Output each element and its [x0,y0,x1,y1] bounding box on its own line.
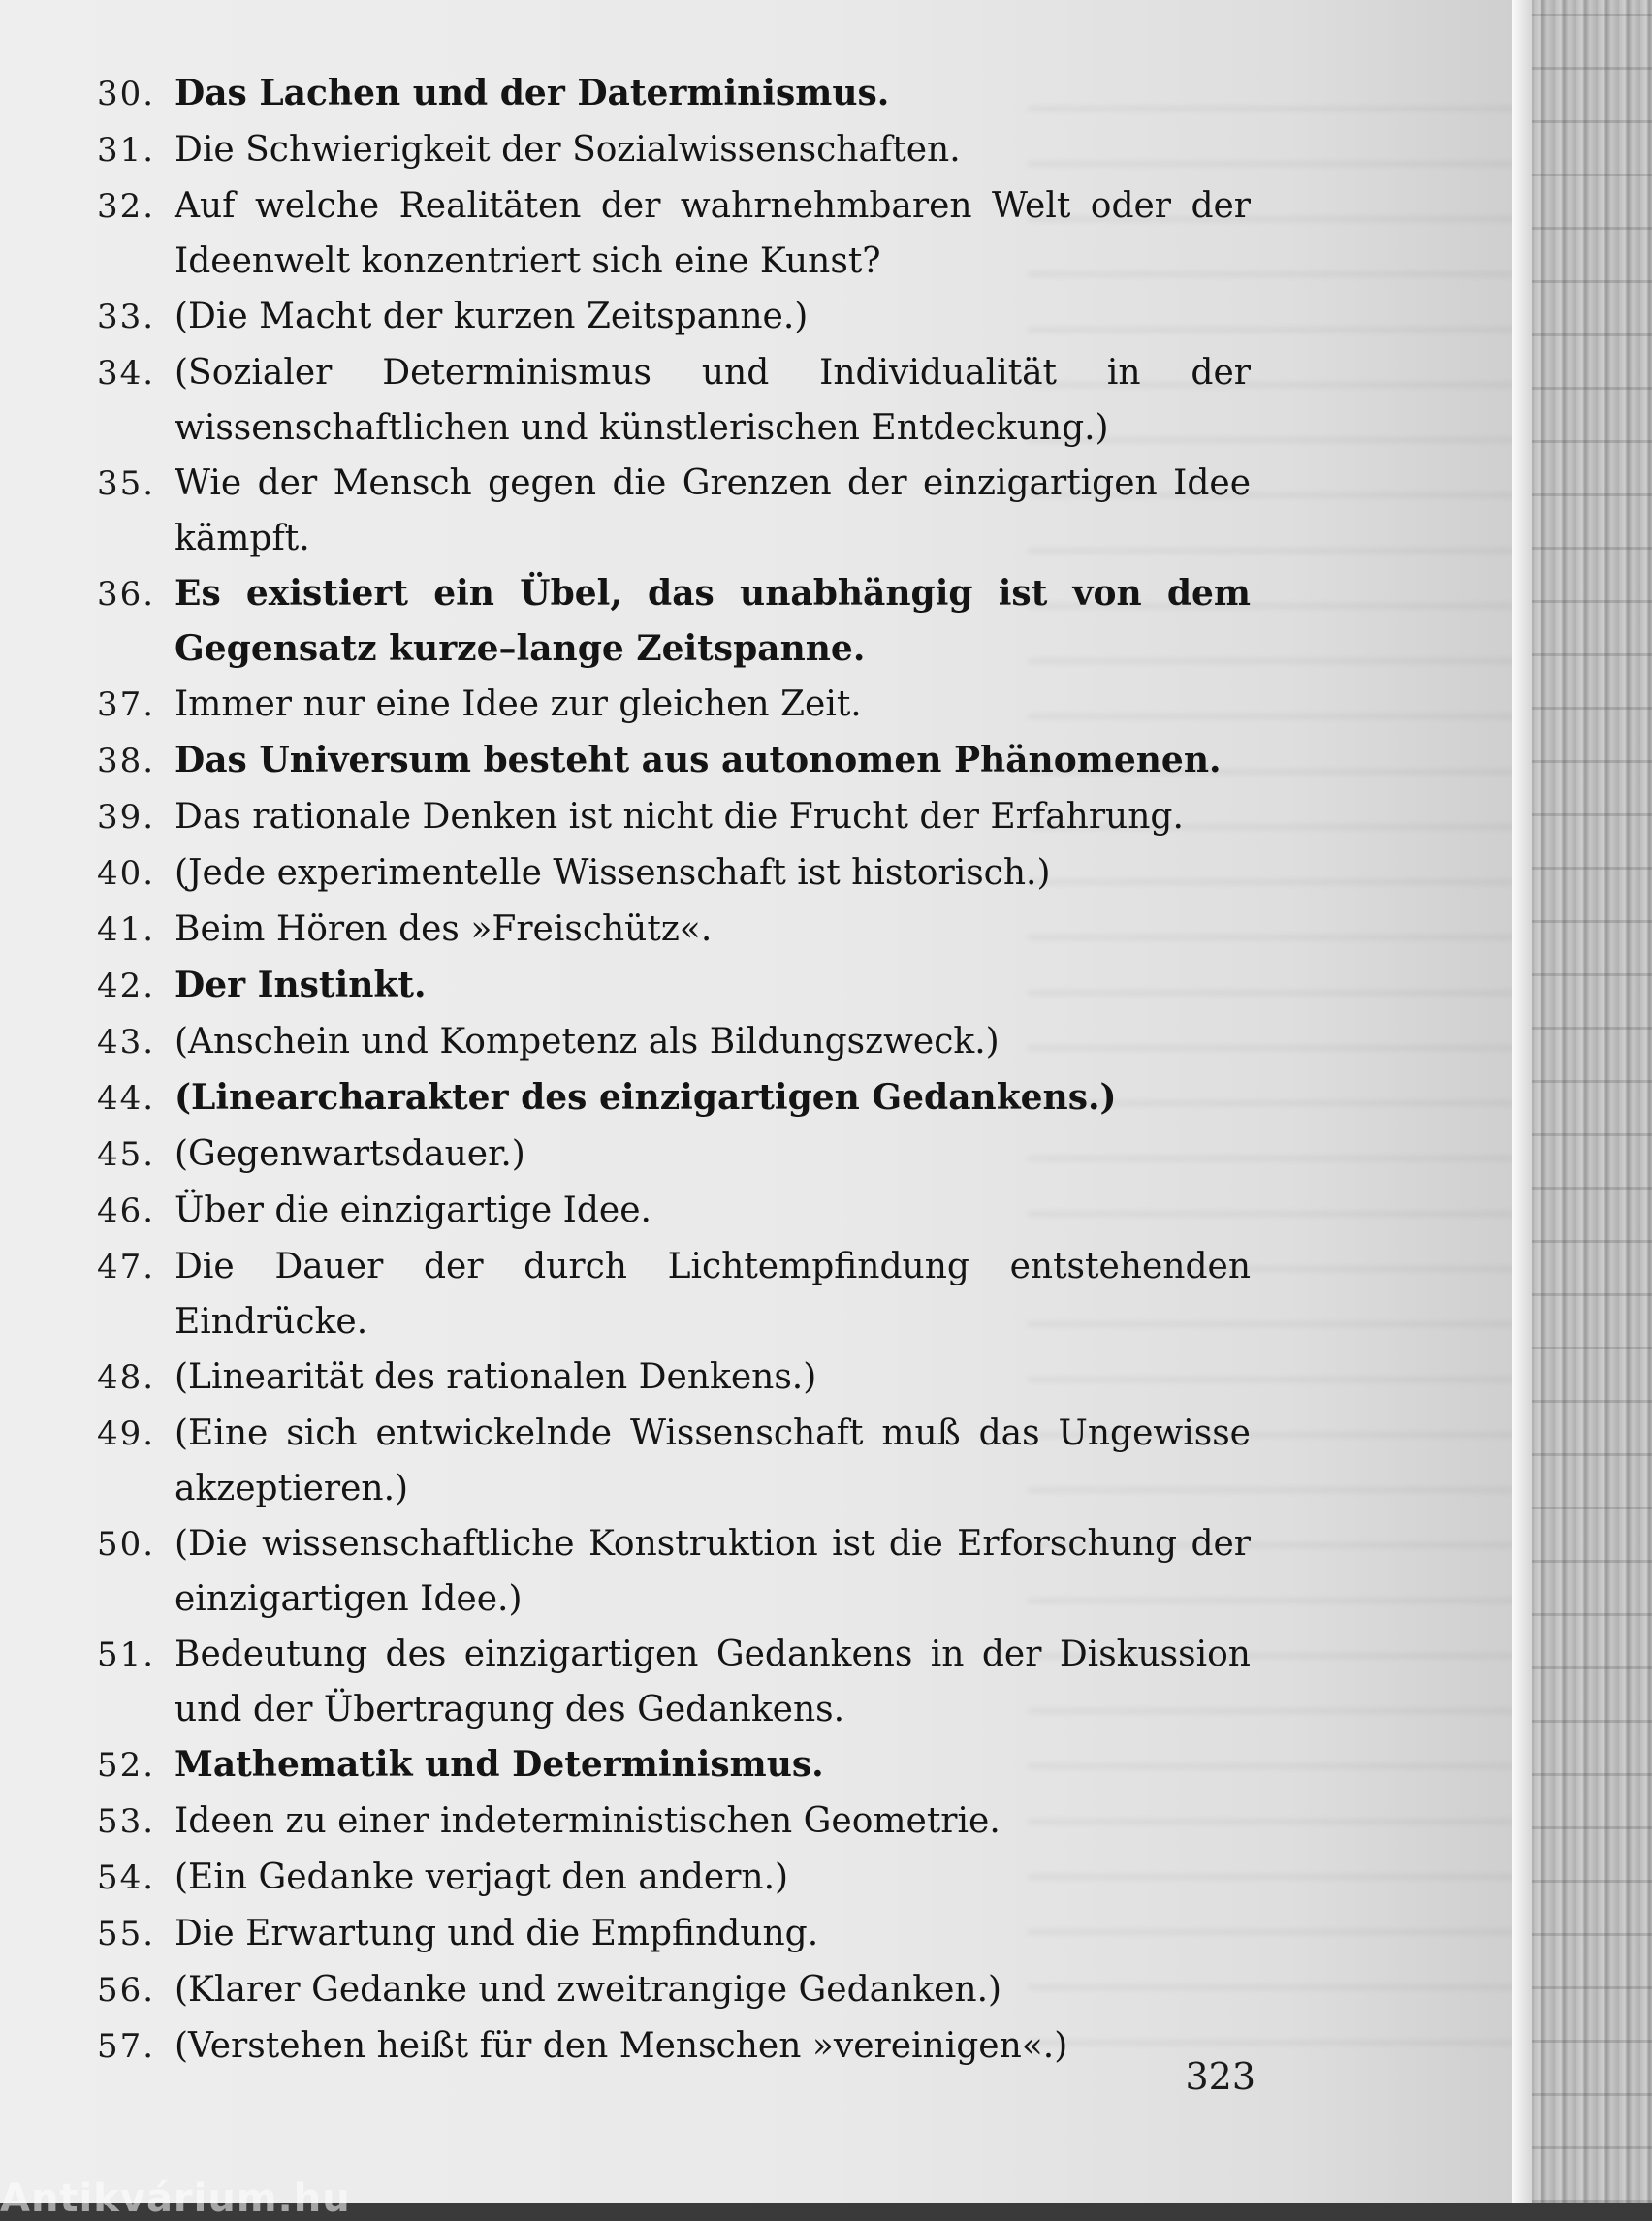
entry-number: 32. [97,187,156,226]
entry-number: 52. [97,1746,156,1785]
entry-title: (Die Macht der kurzen Zeitspanne.) [175,297,809,336]
entry-number: 57. [97,2027,156,2066]
toc-entry [97,66,1251,122]
toc-entry [97,2018,1251,2075]
entry-title: Bedeutung des einzigartigen Gedankens in der Diskussion und der Übertragung des Gedankens. [175,1634,1251,1729]
toc-entry [97,1737,1251,1793]
toc-entry [97,345,1251,456]
toc-entry [97,1406,1251,1516]
entry-title: (Ein Gedanke verjagt den andern.) [175,1857,789,1897]
entry-title: Das Universum besteht aus autonomen Phänomenen. [175,740,1222,780]
entry-number: 36. [97,575,156,614]
entry-number: 33. [97,298,156,336]
toc-entry [97,1906,1251,1962]
entry-title: (Klarer Gedanke und zweitrangige Gedanken.) [175,1970,1002,2010]
entry-number: 45. [97,1135,156,1174]
entry-number: 43. [97,1023,156,1062]
entry-title: Es existiert ein Übel, das unabhängig ist von dem Gegensatz kurze–lange Zeitspanne. [175,573,1251,669]
entry-number: 54. [97,1858,156,1897]
entry-title: Immer nur eine Idee zur gleichen Zeit. [175,684,862,724]
entry-title: (Anschein und Kompetenz als Bildungszweck.) [175,1022,1000,1062]
entry-number: 44. [97,1079,156,1118]
table-of-contents-list [97,66,1251,2075]
entry-title: Mathematik und Determinismus. [175,1744,824,1785]
entry-number: 31. [97,131,156,170]
entry-title: Das Lachen und der Daterminismus. [175,73,890,113]
entry-number: 38. [97,742,156,780]
entry-number: 49. [97,1414,156,1453]
entry-number: 41. [97,910,156,949]
entry-title: (Gegenwartsdauer.) [175,1134,525,1174]
toc-entry [97,1850,1251,1906]
entry-number: 30. [97,75,156,113]
toc-entry [97,1516,1251,1627]
toc-entry [97,122,1251,178]
watermark: Antikvárium.hu [0,2176,351,2221]
toc-entry [97,1183,1251,1239]
entry-title: Wie der Mensch gegen die Grenzen der einzigartigen Idee kämpft. [175,463,1251,558]
entry-title: (Linearität des rationalen Denkens.) [175,1357,817,1397]
entry-number: 34. [97,354,156,393]
toc-entry [97,1962,1251,2018]
toc-entry [97,178,1251,289]
page-number: 323 [1185,2055,1255,2098]
toc-entry [97,902,1251,958]
toc-entry [97,566,1251,677]
entry-number: 35. [97,464,156,503]
toc-entry [97,1793,1251,1850]
entry-number: 47. [97,1248,156,1286]
toc-entry [97,1239,1251,1349]
entry-title: Die Schwierigkeit der Sozialwissenschaften. [175,130,961,170]
toc-entry [97,1349,1251,1406]
entry-title: Das rationale Denken ist nicht die Frucht der Erfahrung. [175,797,1184,837]
book-gutter [1512,0,1652,2203]
entry-number: 40. [97,854,156,893]
entry-number: 39. [97,798,156,837]
entry-number: 56. [97,1971,156,2010]
entry-title: Ideen zu einer indeterministischen Geometrie. [175,1801,1001,1841]
entry-number: 46. [97,1191,156,1230]
toc-entry [97,1126,1251,1183]
toc-entry [97,456,1251,566]
toc-entry [97,1627,1251,1737]
entry-title: Die Dauer der durch Lichtempfindung entstehenden Eindrücke. [175,1247,1251,1342]
entry-title: Der Instinkt. [175,965,427,1005]
entry-number: 51. [97,1635,156,1674]
entry-number: 48. [97,1358,156,1397]
entry-number: 42. [97,967,156,1005]
toc-entry [97,733,1251,789]
entry-title: (Eine sich entwickelnde Wissenschaft muß das Ungewisse akzeptieren.) [175,1413,1251,1508]
toc-entry [97,958,1251,1014]
entry-title: (Sozialer Determinismus und Individualität in der wissenschaftlichen und künstlerischen Entdeckung.) [175,353,1251,448]
entry-number: 53. [97,1802,156,1841]
toc-entry [97,1070,1251,1126]
entry-number: 37. [97,685,156,724]
entry-title: Beim Hören des »Freischütz«. [175,909,713,949]
entry-title: Auf welche Realitäten der wahrnehmbaren Welt oder der Ideenwelt konzentriert sich eine Kunst? [175,186,1251,281]
entry-number: 50. [97,1525,156,1564]
entry-title: Über die einzigartige Idee. [175,1190,651,1230]
entry-title: (Die wissenschaftliche Konstruktion ist die Erforschung der einzigartigen Idee.) [175,1524,1251,1619]
toc-entry [97,289,1251,345]
entry-title: (Jede experimentelle Wissenschaft ist historisch.) [175,853,1051,893]
toc-entry [97,789,1251,845]
entry-title: (Linearcharakter des einzigartigen Gedankens.) [175,1077,1117,1118]
toc-entry [97,677,1251,733]
entry-title: Die Erwartung und die Empfindung. [175,1914,819,1953]
toc-entry [97,1014,1251,1070]
entry-number: 55. [97,1915,156,1953]
entry-title: (Verstehen heißt für den Menschen »vereinigen«.) [175,2026,1068,2066]
toc-entry [97,845,1251,902]
